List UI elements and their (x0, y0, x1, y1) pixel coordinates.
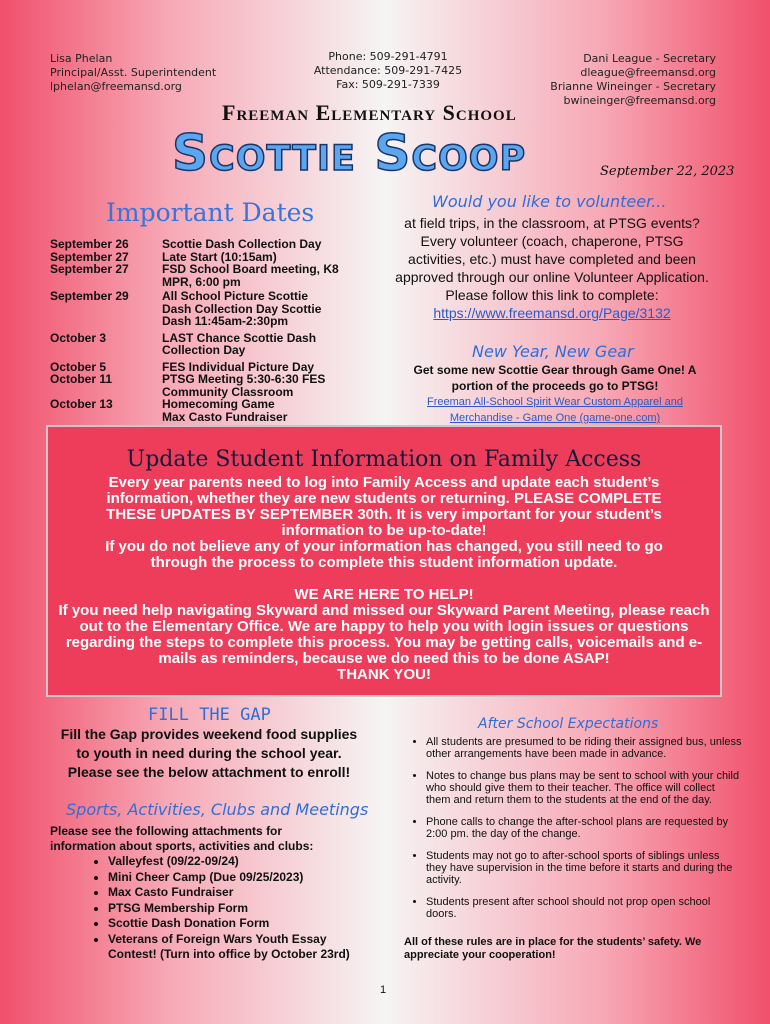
list-item: • Students present after school should not prop open school doors. (426, 896, 742, 920)
list-item: • All students are presumed to be riding their assigned bus, unless other arrangements have been made in advance. (426, 736, 742, 760)
school-phone-contact (308, 50, 468, 92)
principal-name: Lisa Phelan (50, 52, 113, 65)
date-cell: September 29 (50, 289, 129, 303)
new-year-text: Get some new Scottie Gear through Game One! A portion of the proceeds go to PTSG! (413, 363, 697, 393)
list-item[interactable]: • Mini Cheer Camp (Due 09/25/2023) (108, 870, 378, 886)
update-heading: Update Student Information on Family Access (126, 447, 642, 472)
date-cell: October 11 (50, 372, 113, 386)
update-body (48, 475, 720, 571)
update-body-paragraph-1: Every year parents need to log into Family Access and update each student’s information, whether they are new students or returning. PLEASE COMPLETE THESE UPDATES BY SEPTEMBER 30th. It is very important for your student’s information to be up-to-date! (106, 474, 662, 539)
list-item[interactable]: • Scottie Dash Donation Form (108, 916, 378, 932)
date-row (50, 398, 362, 423)
list-item[interactable]: • Max Casto Fundraiser (108, 885, 378, 901)
fill-the-gap-heading: FILL THE GAP (148, 705, 271, 725)
list-item[interactable]: • Veterans of Foreign Wars Youth Essay Contest! (Turn into office by October 23rd) (108, 932, 378, 963)
list-item[interactable]: • PTSG Membership Form (108, 901, 378, 917)
update-info-box (46, 425, 722, 697)
event-cell: LAST Chance Scottie Dash Collection Day (162, 330, 317, 357)
new-year-heading: New Year, New Gear (472, 342, 634, 361)
list-item: • Students may not go to after-school sports of siblings unless they have supervision in the time before it starts and during the activity. (426, 850, 742, 886)
event-cell: FSD School Board meeting, K8 MPR, 6:00 pm (162, 262, 339, 289)
event-cell: Late Start (10:15am) (162, 249, 277, 264)
date-row (50, 263, 362, 288)
event-cell: All School Picture Scottie Dash Collection Day Scottie Dash 11:45am-2:30pm (162, 289, 322, 328)
date-cell: October 3 (50, 330, 107, 345)
issue-date: September 22, 2023 (600, 164, 735, 179)
secretary-1-name: Dani League - Secretary (583, 52, 716, 65)
event-cell: PTSG Meeting 5:30-6:30 FES Community Classroom (162, 372, 326, 399)
after-school-heading: After School Expectations (478, 716, 659, 732)
important-dates-table (50, 238, 362, 423)
volunteer-text (392, 214, 712, 322)
date-cell: September 27 (50, 262, 129, 276)
date-row (50, 238, 362, 251)
newsletter-title: Scottie Scoop (172, 124, 527, 182)
game-one-link[interactable]: Freeman All-School Spirit Wear Custom Apparel and Merchandise - Game One (game-one.com) (427, 396, 683, 424)
phone-number: Phone: 509-291-4791 (328, 50, 448, 63)
principal-title: Principal/Asst. Superintendent (50, 66, 217, 79)
list-item: • Notes to change bus plans may be sent to school with your child who should give them to their teacher. The office will collect them and return them to the students at the end of the day. (426, 770, 742, 806)
after-school-list (404, 736, 742, 930)
date-cell: September 27 (50, 249, 129, 264)
list-item[interactable]: • Valleyfest (09/22-09/24) (108, 854, 378, 870)
after-school-footer: All of these rules are in place for the students’ safety. We appreciate your cooperation! (404, 936, 702, 961)
help-body: If you need help navigating Skyward and missed our Skyward Parent Meeting, please reach out to the Elementary Office. We are happy to help you with login issues or questions regarding the steps to complete this process. You may be getting calls, voicemails and e-mails as reminders, because we do need this to be done ASAP! (58, 602, 710, 667)
sports-intro: Please see the following attachments for information about sports, activities and clubs: (50, 824, 314, 853)
volunteer-body: at field trips, in the classroom, at PTSG events? Every volunteer (coach, chaperone, PTSG activities, etc.) must have completed and been approved through our online Volunteer Application. Please follow this link to complete: (395, 215, 709, 303)
sports-heading: Sports, Activities, Clubs and Meetings (66, 800, 369, 819)
school-name: Freeman Elementary School (222, 100, 517, 125)
fill-the-gap-text: Fill the Gap provides weekend food supplies to youth in need during the school year. Please see the below attachment to enroll! (60, 726, 358, 780)
thank-you: THANK YOU! (337, 666, 431, 683)
event-cell: Homecoming Game Max Casto Fundraiser (162, 397, 288, 424)
help-heading: WE ARE HERE TO HELP! (294, 586, 474, 603)
sports-list (92, 854, 378, 963)
date-row (50, 332, 362, 357)
volunteer-heading: Would you like to volunteer... (432, 192, 667, 211)
volunteer-link[interactable]: https://www.freemansd.org/Page/3132 (433, 305, 671, 321)
important-dates-heading: Important Dates (106, 198, 315, 227)
principal-contact (50, 52, 216, 94)
attendance-number: Attendance: 509-291-7425 (313, 64, 463, 77)
event-cell: FES Individual Picture Day (162, 359, 315, 374)
list-item: • Phone calls to change the after-school plans are requested by 2:00 pm. the day of the change. (426, 816, 742, 840)
secretary-2-name: Brianne Wineinger - Secretary (550, 80, 716, 93)
help-section (48, 587, 720, 683)
secretary-2-email[interactable]: bwineinger@freemansd.org (563, 94, 716, 107)
date-row (50, 290, 362, 328)
event-cell: Scottie Dash Collection Day (162, 237, 322, 251)
date-cell: September 26 (50, 237, 129, 251)
update-body-paragraph-2: If you do not believe any of your information has changed, you still need to go through the process to complete this student information update. (105, 538, 663, 571)
principal-email[interactable]: lphelan@freemansd.org (50, 80, 182, 93)
date-row (50, 373, 362, 398)
fax-number: Fax: 509-291-7339 (336, 78, 440, 91)
secretary-1-email[interactable]: dleague@freemansd.org (580, 66, 716, 79)
date-cell: October 5 (50, 359, 107, 374)
secretary-contact (550, 52, 716, 108)
date-cell: October 13 (50, 397, 113, 411)
page-number: 1 (380, 984, 387, 996)
